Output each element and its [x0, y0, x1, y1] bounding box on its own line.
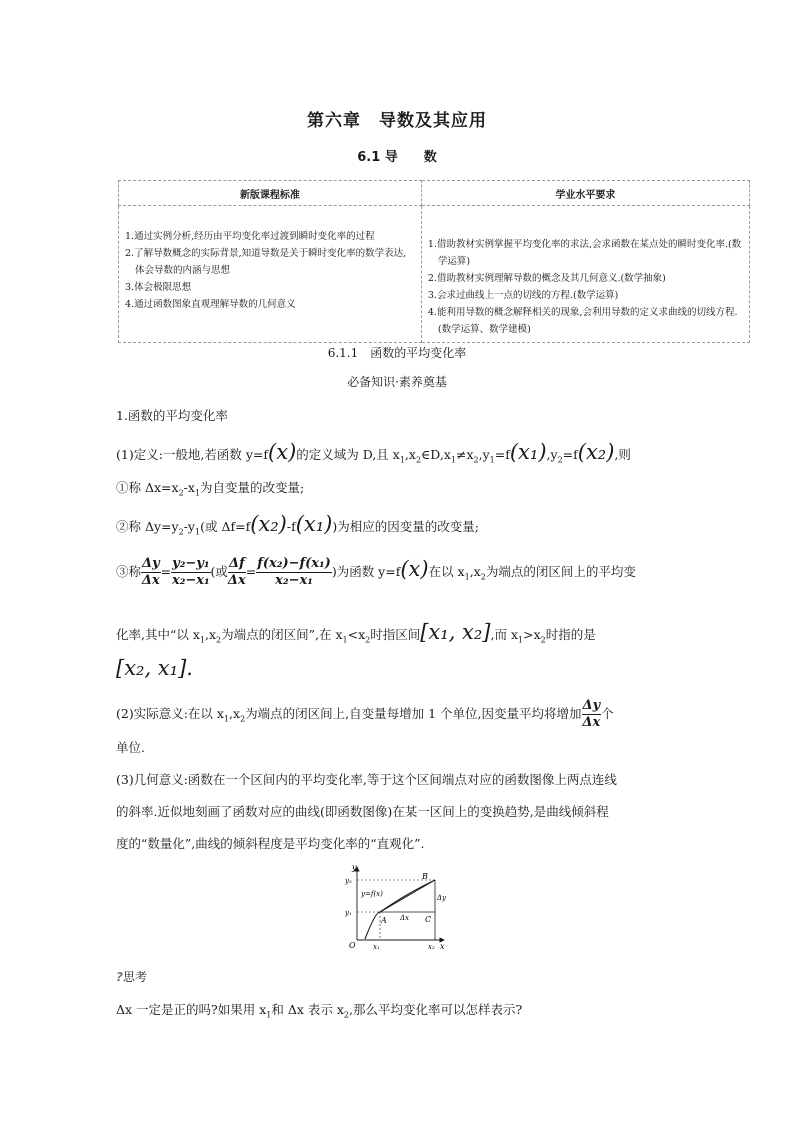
x2-label: x₂	[428, 943, 435, 951]
right-header: 学业水平要求	[421, 181, 749, 206]
requirement-item: 2.借助教材实例理解导数的概念及其几何意义.(数学抽象)	[427, 273, 666, 284]
subsection-title: 6.1.1 函数的平均变化率	[327, 346, 467, 360]
interval-x2-x1: [x₂, x₁].	[116, 656, 193, 680]
think-heading: ?思考	[116, 970, 147, 984]
delta-y-label: Δy	[437, 894, 447, 902]
requirement-item: 4.能利用导数的概念解释相关的现象,会利用导数的定义求曲线的切线方程.(数学运算、数学建模)	[427, 307, 738, 335]
heading-average-rate: 1.函数的平均变化率	[116, 408, 228, 423]
geometric-meaning-line-3: 度的“数量化”,曲线的倾斜程度是平均变化率的“直观化”.	[116, 836, 425, 851]
x-axis-label: x	[440, 942, 445, 951]
point-c-label: C	[425, 915, 432, 924]
standard-item: 4.通过函数图象直观理解导数的几何意义	[125, 299, 296, 310]
practical-meaning-unit: 单位.	[116, 740, 145, 755]
item-delta-y: ②称 $\Delta y=y_2-y_1$(或 Δf=f(x₂)-f(x₁))为相应的因变量的改变量;	[116, 512, 479, 537]
section-title: 6.1 导 数	[357, 150, 437, 165]
delta-x-label: Δx	[400, 914, 410, 922]
right-cell	[421, 206, 749, 343]
average-rate-figure	[340, 862, 450, 952]
geometric-meaning-line-1: (3)几何意义:函数在一个区间内的平均变化率,等于这个区间端点对应的函数图像上两点连线	[116, 772, 617, 787]
knowledge-title: 必备知识·素养奠基	[347, 375, 447, 389]
function-curve	[365, 880, 435, 939]
fraction-y-x: $\frac{\text{y₂−y₁}}{\text{x₂−x₁}}$	[171, 556, 210, 588]
fraction-dy-dx: $\frac{\Delta y}{\Delta x}$	[141, 556, 160, 588]
practical-meaning-line: (2)实际意义:在以 $x_1,x_2$为端点的闭区间上,自变量每增加 1 个单位,因变量平均将增加 $\frac{\Delta y}{\Delta x}$ 个	[116, 698, 614, 730]
interval-x2-x1-line	[116, 656, 193, 680]
left-header: 新版课程标准	[119, 181, 422, 206]
point-b-label: B	[422, 872, 428, 881]
y1-label: y₁	[345, 909, 352, 917]
standard-item: 3.体会极限思想	[125, 282, 192, 293]
x1-label: x₁	[373, 943, 380, 951]
chapter-title: 第六章 导数及其应用	[307, 111, 487, 131]
y-axis-label: y	[352, 863, 357, 872]
definition-line: (1)定义:一般地,若函数 y=f(x)的定义域为 D,且 $x_1,x_2\in D,x_1\ne x_2,y_1=f(x_1),y_2=f(x_2)$,则	[116, 440, 631, 465]
curve-label: y=f(x)	[361, 890, 383, 898]
standard-item: 1.通过实例分析,经历由平均变化率过渡到瞬时变化率的过程	[125, 231, 375, 242]
origin-label: O	[349, 941, 356, 950]
y2-label: y₂	[345, 877, 352, 885]
rate-explanation-line: 化率,其中“以 $x_1,x_2$为端点的闭区间”,在 $x_1<x_2$时指区间[x₁, x₂],而 $x_1>x_2$时指的是	[116, 620, 596, 645]
point-a-label: A	[381, 916, 387, 925]
think-question: Δx 一定是正的吗?如果用 $x_1$和 Δx 表示 $x_2$,那么平均变化率可以怎样表示?	[116, 1002, 523, 1020]
standard-item: 2.了解导数概念的实际背景,知道导数是关于瞬时变化率的数学表达,体会导数的内涵与思想	[125, 248, 407, 276]
fraction-df-dx: $\frac{\Delta f}{\Delta x}$	[227, 556, 246, 588]
requirement-item: 3.会求过曲线上一点的切线的方程.(数学运算)	[427, 290, 619, 301]
interval-x1-x2: [x₁, x₂]	[420, 620, 491, 644]
item-average-rate: ③称 $\frac{\Delta y}{\Delta x}$ = $\frac{\text{y₂−y₁}}{\text{x₂−x₁}}$ (或 $\frac{\Delta f}{\Delta x}$ = $\frac{\text{f(x₂)−f(x₁)}}{\text{x₂−x₁}}$ )为函数 y=f(x)在以 $x_1,x_2$为端点的闭区间上的平均变	[116, 556, 636, 588]
geometric-meaning-line-2: 的斜率.近似地刻画了函数对应的曲线(即函数图像)在某一区间上的变换趋势,是曲线倾斜程	[116, 804, 609, 819]
left-cell	[119, 206, 422, 343]
curriculum-standards-table	[118, 180, 750, 343]
fraction-f-diff: $\frac{\text{f(x₂)−f(x₁)}}{\text{x₂−x₁}}$	[257, 556, 331, 588]
fraction-dy-dx: $\frac{\Delta y}{\Delta x}$	[582, 698, 601, 730]
question-mark-icon: ?	[116, 970, 123, 984]
item-delta-x: ①称 $\Delta x=x_2-x_1$为自变量的改变量;	[116, 480, 305, 498]
secant-line-ab	[380, 880, 435, 912]
requirement-item: 1.借助教材实例掌握平均变化率的求法,会求函数在某点处的瞬时变化率.(数学运算)	[427, 239, 742, 267]
